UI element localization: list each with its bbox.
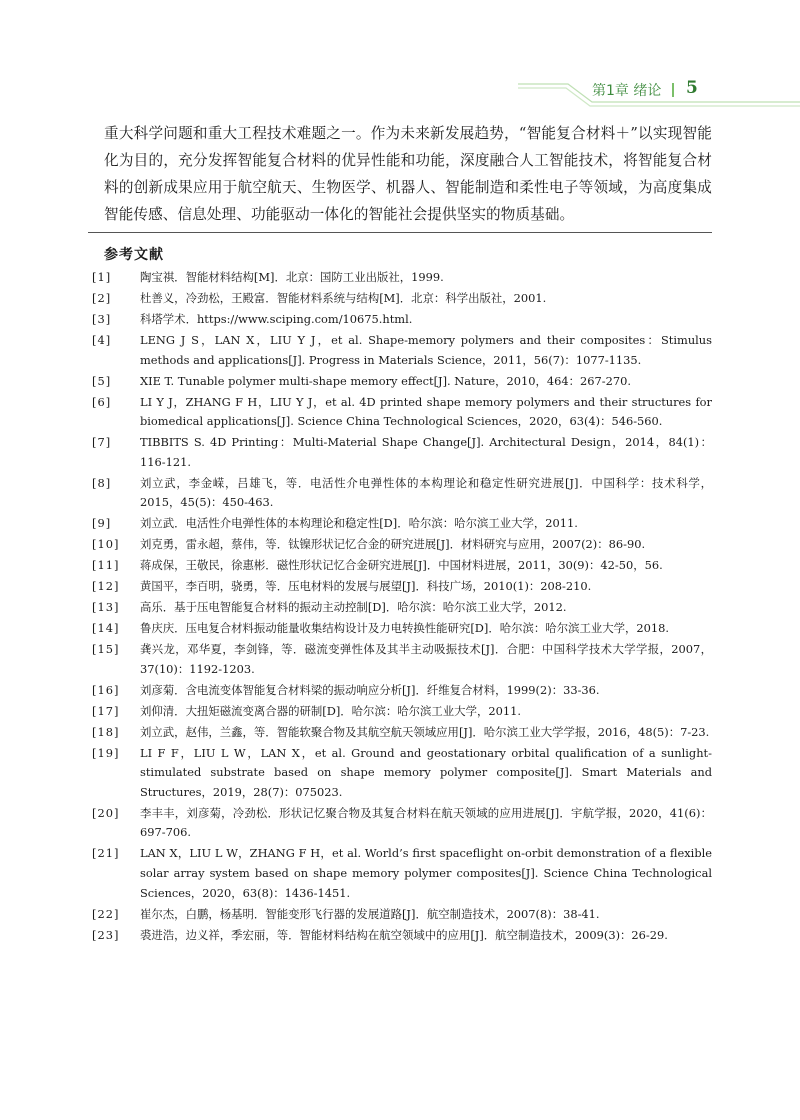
reference-text: LENG J S，LAN X，LIU Y J，et al. Shape-memory polymers and their composites：Stimulus methods and applications[J]. Progress in Materials Science，2011，56(7)：1077-1135.	[140, 332, 712, 367]
page-number: 5	[686, 78, 698, 98]
reference-list	[92, 268, 712, 947]
reference-item	[92, 598, 712, 618]
reference-text: 刘彦菊．含电流变体智能复合材料梁的振动响应分析[J]．纤维复合材料，1999(2)：33-36.	[140, 682, 600, 697]
reference-number: [14]	[92, 621, 120, 636]
reference-item	[92, 577, 712, 597]
reference-text: LI Y J，ZHANG F H，LIU Y J，et al. 4D printed shape memory polymers and their structures for biomedical applications[J]. Science China Technological Sciences，2020，63(4)：546-560.	[140, 394, 712, 429]
intro-paragraph: 重大科学问题和重大工程技术难题之一。作为未来新发展趋势，“智能复合材料＋”以实现智能化为目的，充分发挥智能复合材料的优异性能和功能，深度融合人工智能技术，将智能复合材料的创新成果应用于航空航天、生物医学、机器人、智能制造和柔性电子等领域，为高度集成智能传感、信息处理、功能驱动一体化的智能社会提供坚实的物质基础。	[104, 125, 712, 223]
reference-text: 杜善义，冷劲松，王殿富．智能材料系统与结构[M]．北京：科学出版社，2001.	[140, 290, 547, 305]
reference-text: 刘仰清．大扭矩磁流变离合器的研制[D]．哈尔滨：哈尔滨工业大学，2011.	[140, 703, 521, 718]
reference-text: 科塔学术．https://www.sciping.com/10675.html.	[140, 311, 413, 326]
chapter-label	[592, 80, 674, 100]
reference-item	[92, 268, 712, 288]
reference-number: [10]	[92, 537, 120, 552]
reference-number: [9]	[92, 516, 112, 531]
reference-item	[92, 393, 712, 432]
reference-number: [23]	[92, 927, 120, 942]
reference-item	[92, 844, 712, 903]
reference-number: [12]	[92, 579, 120, 594]
reference-number: [22]	[92, 906, 120, 921]
reference-item	[92, 619, 712, 639]
reference-item	[92, 723, 712, 743]
section-divider	[88, 232, 712, 233]
reference-text: 刘立武，李金嵘，吕雄飞，等．电活性介电弹性体的本构理论和稳定性研究进展[J]．中国科学：技术科学，2015，45(5)：450-463.	[140, 475, 712, 510]
reference-number: [15]	[92, 642, 120, 657]
reference-number: [20]	[92, 805, 120, 820]
reference-text: 蒋成保，王敬民，徐惠彬．磁性形状记忆合金研究进展[J]．中国材料进展，2011，30(9)：42-50，56.	[140, 558, 663, 573]
reference-item	[92, 744, 712, 803]
reference-item	[92, 556, 712, 576]
reference-text: 龚兴龙，邓华夏，李剑锋，等．磁流变弹性体及其半主动吸振技术[J]．合肥：中国科学技术大学学报，2007，37(10)：1192-1203.	[140, 642, 712, 676]
reference-number: [7]	[92, 435, 112, 450]
reference-number: [11]	[92, 558, 120, 573]
reference-text: TIBBITS S. 4D Printing：Multi-Material Shape Change[J]. Architectural Design，2014，84(1)：116-121.	[140, 435, 712, 469]
reference-item	[92, 331, 712, 370]
running-header	[0, 78, 800, 108]
reference-text: 裘进浩，边义祥，季宏丽，等．智能材料结构在航空领域中的应用[J]．航空制造技术，2009(3)：26-29.	[140, 927, 668, 942]
reference-text: 鲁庆庆．压电复合材料振动能量收集结构设计及力电转换性能研究[D]．哈尔滨：哈尔滨工业大学，2018.	[140, 621, 670, 636]
header-separator	[672, 83, 674, 97]
reference-item	[92, 433, 712, 472]
reference-text: 陶宝祺．智能材料结构[M]．北京：国防工业出版社，1999.	[140, 270, 444, 284]
references-title: 参考文献	[104, 247, 164, 263]
reference-number: [19]	[92, 745, 120, 760]
reference-text: 黄国平，李百明，骁勇，等．压电材料的发展与展望[J]．科技广场，2010(1)：208-210.	[140, 579, 592, 594]
reference-item	[92, 926, 712, 946]
reference-text: 李丰丰，刘彦菊，冷劲松．形状记忆聚合物及其复合材料在航天领域的应用进展[J]．宇航学报，2020，41(6)：697-706.	[140, 805, 712, 840]
reference-item	[92, 372, 712, 392]
reference-text: LAN X，LIU L W，ZHANG F H，et al. World’s first spaceflight on-orbit demonstration of a flexible solar array system based on shape memory polymer composites[J]. Science China Technological Sciences，2020，63(8)：1436-1451.	[140, 846, 712, 900]
reference-item	[92, 640, 712, 679]
reference-item	[92, 535, 712, 555]
reference-number: [17]	[92, 703, 120, 718]
reference-text: 高乐．基于压电智能复合材料的振动主动控制[D]．哈尔滨：哈尔滨工业大学，2012.	[140, 600, 567, 615]
reference-text: XIE T. Tunable polymer multi-shape memory effect[J]. Nature，2010，464：267-270.	[140, 373, 632, 388]
reference-item	[92, 474, 712, 513]
reference-number: [3]	[92, 311, 112, 326]
reference-number: [1]	[92, 270, 112, 284]
reference-text: 刘立武．电活性介电弹性体的本构理论和稳定性[D]．哈尔滨：哈尔滨工业大学，2011.	[140, 516, 578, 531]
reference-text: 刘克勇，雷永超，蔡伟，等．钛镍形状记忆合金的研究进展[J]．材料研究与应用，2007(2)：86-90.	[140, 537, 646, 552]
reference-item	[92, 905, 712, 925]
reference-number: [8]	[92, 475, 112, 490]
reference-number: [13]	[92, 600, 120, 615]
reference-number: [2]	[92, 290, 112, 305]
reference-item	[92, 702, 712, 722]
reference-item	[92, 310, 712, 330]
chapter-number: 第1章	[592, 83, 629, 99]
reference-text: 刘立武，赵伟，兰鑫，等．智能软聚合物及其航空航天领域应用[J]．哈尔滨工业大学学报，2016，48(5)：7-23.	[140, 724, 710, 739]
chapter-title: 绪论	[633, 83, 662, 99]
reference-text: LI F F，LIU L W，LAN X，et al. Ground and geostationary orbital qualification of a sunlight-stimulated substrate based on shape memory polymer composite[J]. Smart Materials and Structures，2019，28(7)：075023.	[140, 745, 712, 799]
reference-number: [16]	[92, 682, 120, 697]
header-rule-icon	[0, 78, 800, 108]
reference-number: [4]	[92, 332, 112, 347]
reference-number: [18]	[92, 724, 120, 739]
reference-item	[92, 681, 712, 701]
reference-number: [21]	[92, 846, 120, 861]
reference-item	[92, 289, 712, 309]
reference-text: 崔尔杰，白鹏，杨基明．智能变形飞行器的发展道路[J]．航空制造技术，2007(8)：38-41.	[140, 906, 600, 921]
reference-number: [5]	[92, 373, 112, 388]
reference-item	[92, 804, 712, 843]
reference-number: [6]	[92, 394, 112, 409]
reference-item	[92, 514, 712, 534]
